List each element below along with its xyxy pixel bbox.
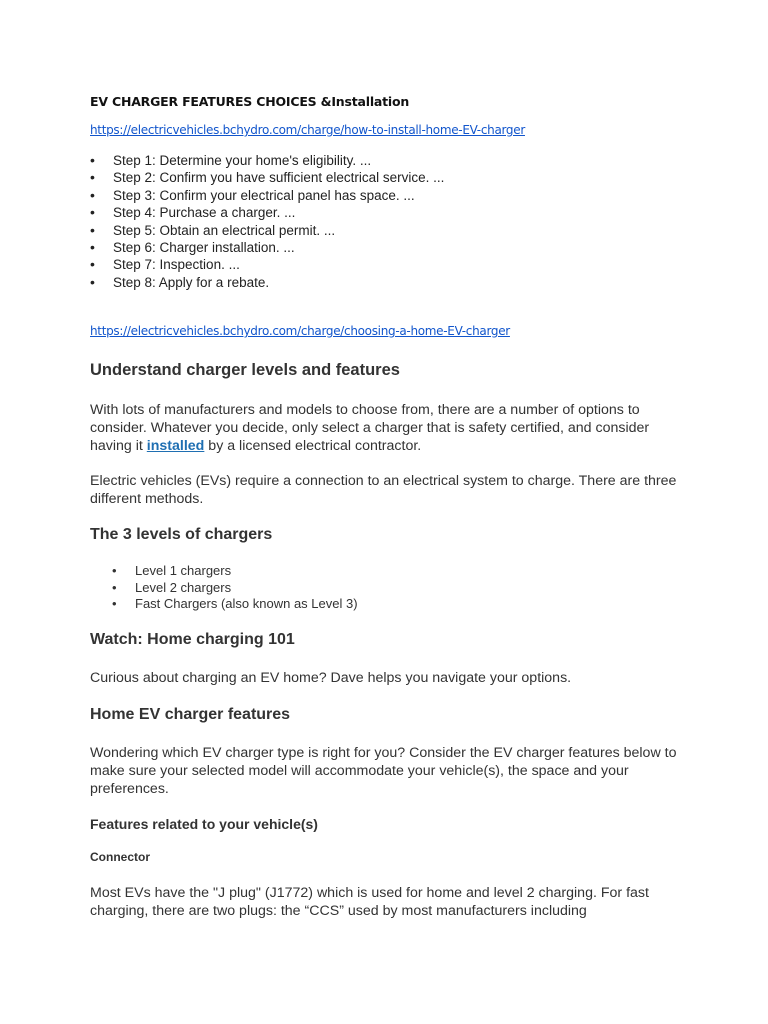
connector-heading: Connector bbox=[90, 850, 150, 864]
document-title: EV CHARGER FEATURES CHOICES &Installation bbox=[90, 94, 410, 109]
section-heading-levels: Understand charger levels and features bbox=[90, 361, 400, 379]
intro-text-before: With lots of manufacturers and models to choose from, there are a number of options to consider. Whatever you decide, only select a charger that is safety certified, and consider having it bbox=[90, 402, 650, 454]
list-item: • Step 2: Confirm you have sufficient electrical service. ... bbox=[90, 169, 650, 186]
installed-link[interactable]: installed bbox=[146, 438, 205, 454]
list-item: • Step 3: Confirm your electrical panel has space. ... bbox=[90, 187, 650, 204]
list-item: • Step 6: Charger installation. ... bbox=[90, 239, 650, 256]
vehicle-features-heading: Features related to your vehicle(s) bbox=[90, 816, 318, 832]
methods-paragraph: Electric vehicles (EVs) require a connection to an electrical system to charge. There are three different methods. bbox=[90, 473, 677, 507]
list-item: • Step 7: Inspection. ... bbox=[90, 256, 650, 273]
intro-text-after: by a licensed electrical contractor. bbox=[204, 438, 422, 454]
features-paragraph: Wondering which EV charger type is right for you? Consider the EV charger features below to make sure your selected model will accommodate your vehicle(s), the space and your preferences. bbox=[90, 745, 677, 797]
list-item: • Fast Chargers (also known as Level 3) bbox=[112, 596, 358, 613]
watch-paragraph: Curious about charging an EV home? Dave helps you navigate your options. bbox=[90, 670, 572, 686]
install-guide-link[interactable]: https://electricvehicles.bchydro.com/charge/how-to-install-home-EV-charger bbox=[90, 123, 525, 137]
connector-paragraph: Most EVs have the "J plug" (J1772) which is used for home and level 2 charging. For fast charging, there are two plugs: the “CCS” used by most manufacturers including bbox=[90, 885, 649, 919]
three-levels-heading: The 3 levels of chargers bbox=[90, 526, 273, 543]
intro-paragraph bbox=[90, 401, 690, 455]
list-item: • Level 2 chargers bbox=[112, 580, 358, 597]
choosing-charger-link[interactable]: https://electricvehicles.bchydro.com/charge/choosing-a-home-EV-charger bbox=[90, 324, 510, 338]
list-item: • Step 4: Purchase a charger. ... bbox=[90, 204, 650, 221]
install-steps-list bbox=[90, 152, 650, 291]
charger-levels-list bbox=[112, 563, 358, 613]
list-item: • Step 1: Determine your home's eligibility. ... bbox=[90, 152, 650, 169]
list-item: • Step 8: Apply for a rebate. bbox=[90, 274, 650, 291]
watch-heading: Watch: Home charging 101 bbox=[90, 631, 295, 648]
features-heading: Home EV charger features bbox=[90, 706, 291, 723]
list-item: • Level 1 chargers bbox=[112, 563, 358, 580]
list-item: • Step 5: Obtain an electrical permit. ... bbox=[90, 222, 650, 239]
